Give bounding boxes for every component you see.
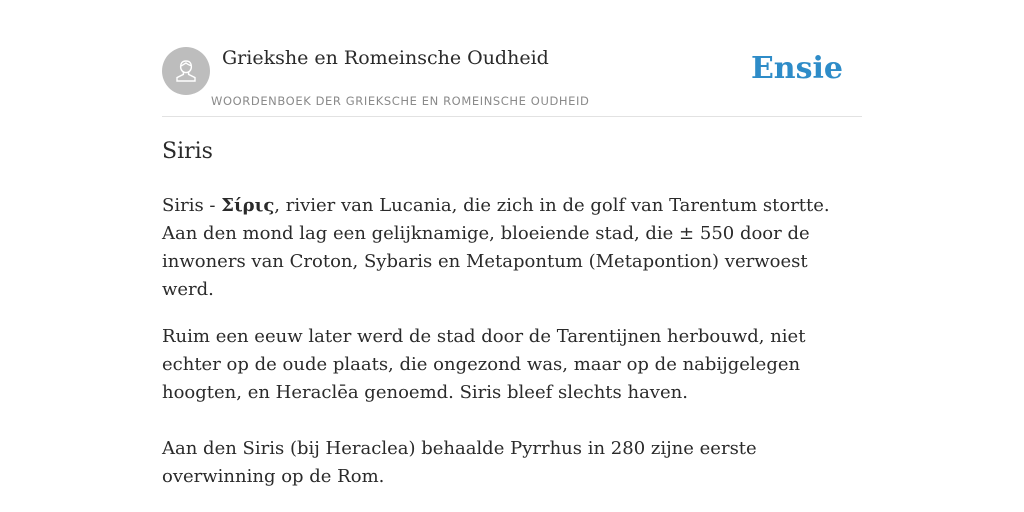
site-title[interactable]: Griekshe en Romeinsche Oudheid: [222, 47, 549, 69]
paragraph-3: Aan den Siris (bij Heraclea) behaalde Pyrrhus in 280 zijne eerste overwinning op de Rom.: [162, 438, 757, 487]
avatar[interactable]: [162, 47, 210, 95]
paragraph-lead: Siris -: [162, 195, 222, 216]
site-header: [162, 44, 862, 117]
user-icon: [172, 57, 200, 85]
brand-logo[interactable]: Ensie: [750, 51, 843, 86]
paragraph-text: , rivier van Lucania, die zich in de golf van Tarentum stortte. Aan den mond lag een gelijknamige, bloeiende stad, die ± 550 door de inwoners van Croton, Sybaris en Metapontum (Metapontion) verwoest werd.: [162, 195, 830, 300]
article-body: [162, 192, 864, 491]
site-subtitle: WOORDENBOEK DER GRIEKSCHE EN ROMEINSCHE OUDHEID: [211, 94, 590, 108]
page-title: Siris: [162, 139, 213, 164]
paragraph-2: Ruim een eeuw later werd de stad door de Tarentijnen herbouwd, niet echter op de oude plaats, die ongezond was, maar op de nabijgelegen hoogten, en Heraclēa genoemd. Siris bleef slechts haven.: [162, 326, 806, 403]
greek-term: Σίρις: [221, 195, 275, 216]
paragraph-1: [162, 192, 864, 304]
